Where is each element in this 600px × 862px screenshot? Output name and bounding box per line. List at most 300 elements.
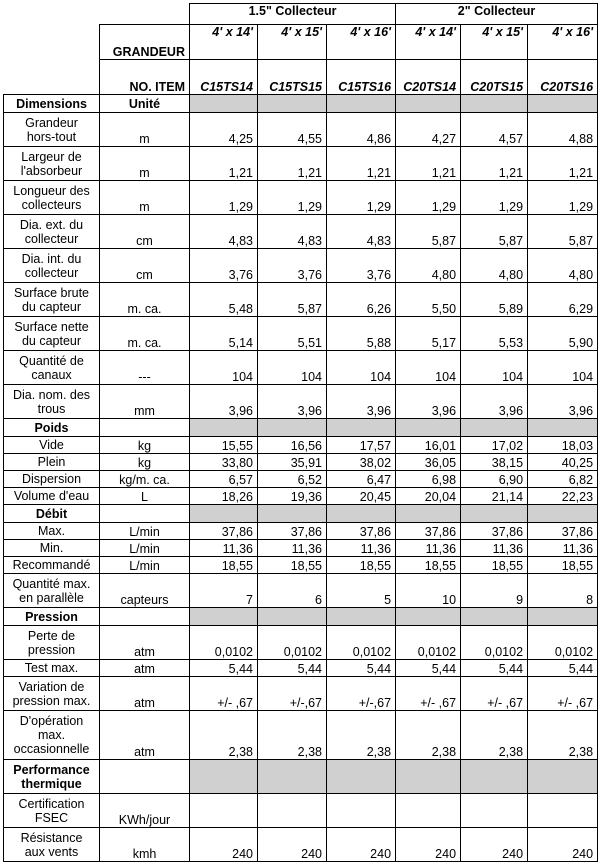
row-label-line: l'absorbeur bbox=[20, 163, 83, 178]
unit-cell: capteurs bbox=[100, 574, 190, 608]
grandeur-cell: 4' x 16' bbox=[327, 25, 396, 60]
value-cell: 1,29 bbox=[528, 181, 598, 215]
row-label bbox=[4, 437, 100, 454]
table-row bbox=[4, 677, 598, 711]
value-cell bbox=[461, 794, 528, 828]
table-row bbox=[4, 540, 598, 557]
grandeur-cell: 4' x 15' bbox=[258, 25, 327, 60]
table-row bbox=[4, 437, 598, 454]
value-cell: 5,87 bbox=[396, 215, 461, 249]
grandeur-cell: 4' x 14' bbox=[190, 25, 258, 60]
gray-cell bbox=[528, 95, 598, 113]
gray-cell bbox=[396, 95, 461, 113]
table-row bbox=[4, 471, 598, 488]
gray-cell bbox=[258, 95, 327, 113]
gray-cell bbox=[528, 608, 598, 626]
unit-cell: m bbox=[100, 181, 190, 215]
value-cell: 5,88 bbox=[327, 317, 396, 351]
row-label bbox=[4, 454, 100, 471]
row-label-line: aux vents bbox=[24, 844, 79, 859]
value-cell bbox=[258, 794, 327, 828]
row-label bbox=[4, 557, 100, 574]
group-header-1.5: 1.5" Collecteur bbox=[190, 4, 396, 25]
gray-cell bbox=[327, 419, 396, 437]
value-cell: 5,50 bbox=[396, 283, 461, 317]
value-cell: 4,57 bbox=[461, 113, 528, 147]
table-row bbox=[4, 660, 598, 677]
item-code: C15TS14 bbox=[190, 60, 258, 95]
value-cell: 37,86 bbox=[327, 523, 396, 540]
section-title: Performance thermique bbox=[4, 760, 100, 794]
unit-header bbox=[100, 760, 190, 794]
value-cell: 5,90 bbox=[528, 317, 598, 351]
table-row bbox=[4, 523, 598, 540]
row-label bbox=[4, 249, 100, 283]
row-label-line: en parallèle bbox=[19, 590, 84, 605]
row-label-line: Certification bbox=[18, 796, 85, 811]
row-label-line: hors-tout bbox=[26, 129, 77, 144]
row-label-line: trous bbox=[37, 401, 66, 416]
row-label bbox=[4, 711, 100, 760]
value-cell: 4,88 bbox=[528, 113, 598, 147]
value-cell: 6,82 bbox=[528, 471, 598, 488]
value-cell: 5,44 bbox=[190, 660, 258, 677]
value-cell bbox=[327, 794, 396, 828]
row-label bbox=[4, 283, 100, 317]
value-cell: 5,53 bbox=[461, 317, 528, 351]
value-cell: 6,47 bbox=[327, 471, 396, 488]
value-cell: 16,56 bbox=[258, 437, 327, 454]
unit-cell: kg bbox=[100, 454, 190, 471]
value-cell: 5,51 bbox=[258, 317, 327, 351]
table-row bbox=[4, 147, 598, 181]
value-cell: 9 bbox=[461, 574, 528, 608]
value-cell: 36,05 bbox=[396, 454, 461, 471]
value-cell: 4,83 bbox=[190, 215, 258, 249]
gray-cell bbox=[396, 608, 461, 626]
unit-cell: L/min bbox=[100, 523, 190, 540]
value-cell: 21,14 bbox=[461, 488, 528, 505]
group-header-2: 2" Collecteur bbox=[396, 4, 598, 25]
spec-table bbox=[3, 3, 598, 862]
section-header-row bbox=[4, 419, 598, 437]
gray-cell bbox=[258, 505, 327, 523]
value-cell: +/- ,67 bbox=[461, 677, 528, 711]
value-cell: 2,38 bbox=[327, 711, 396, 760]
value-cell: 2,38 bbox=[528, 711, 598, 760]
gray-cell bbox=[461, 505, 528, 523]
table-row bbox=[4, 828, 598, 862]
value-cell: 1,29 bbox=[190, 181, 258, 215]
value-cell: 2,38 bbox=[396, 711, 461, 760]
unit-cell: L/min bbox=[100, 557, 190, 574]
value-cell: 104 bbox=[461, 351, 528, 385]
value-cell: 4,25 bbox=[190, 113, 258, 147]
value-cell: 3,96 bbox=[327, 385, 396, 419]
value-cell: 2,38 bbox=[258, 711, 327, 760]
value-cell: 0,0102 bbox=[396, 626, 461, 660]
value-cell: 17,02 bbox=[461, 437, 528, 454]
value-cell: 5,87 bbox=[528, 215, 598, 249]
row-label bbox=[4, 574, 100, 608]
unit-cell: kmh bbox=[100, 828, 190, 862]
value-cell: 1,21 bbox=[528, 147, 598, 181]
row-label bbox=[4, 488, 100, 505]
section-header-row bbox=[4, 608, 598, 626]
value-cell: 6,26 bbox=[327, 283, 396, 317]
value-cell: 4,86 bbox=[327, 113, 396, 147]
row-label-line: Test max. bbox=[24, 661, 79, 675]
value-cell: 3,76 bbox=[327, 249, 396, 283]
value-cell: +/- ,67 bbox=[190, 677, 258, 711]
grandeur-label: GRANDEUR bbox=[100, 25, 190, 60]
value-cell: 1,21 bbox=[461, 147, 528, 181]
gray-cell bbox=[190, 419, 258, 437]
value-cell: 18,55 bbox=[190, 557, 258, 574]
unit-cell: L bbox=[100, 488, 190, 505]
row-label bbox=[4, 351, 100, 385]
value-cell: +/- ,67 bbox=[396, 677, 461, 711]
row-label-line: Grandeur bbox=[25, 115, 78, 130]
row-label-line: Dia. ext. du bbox=[19, 217, 84, 232]
value-cell: 18,55 bbox=[396, 557, 461, 574]
value-cell: 40,25 bbox=[528, 454, 598, 471]
value-cell: 4,83 bbox=[327, 215, 396, 249]
corner-cell bbox=[4, 60, 100, 95]
item-code: C15TS16 bbox=[327, 60, 396, 95]
row-label-line: Variation de bbox=[18, 679, 85, 694]
value-cell: 5,44 bbox=[327, 660, 396, 677]
value-cell: 5,87 bbox=[258, 283, 327, 317]
section-title: Poids bbox=[4, 419, 100, 437]
unit-cell: m. ca. bbox=[100, 283, 190, 317]
row-label bbox=[4, 317, 100, 351]
value-cell: 37,86 bbox=[190, 523, 258, 540]
gray-cell bbox=[461, 419, 528, 437]
value-cell: 104 bbox=[327, 351, 396, 385]
value-cell: 5,87 bbox=[461, 215, 528, 249]
value-cell: 19,36 bbox=[258, 488, 327, 505]
row-label-line: Surface brute bbox=[13, 285, 90, 300]
value-cell: 37,86 bbox=[528, 523, 598, 540]
unit-cell: kg/m. ca. bbox=[100, 471, 190, 488]
value-cell: 6,90 bbox=[461, 471, 528, 488]
row-label bbox=[4, 181, 100, 215]
table-row bbox=[4, 215, 598, 249]
value-cell: 18,55 bbox=[258, 557, 327, 574]
value-cell: 0,0102 bbox=[190, 626, 258, 660]
section-title: Dimensions bbox=[4, 95, 100, 113]
value-cell: 0,0102 bbox=[258, 626, 327, 660]
row-label-line: Perte de bbox=[27, 628, 76, 643]
value-cell: 37,86 bbox=[258, 523, 327, 540]
value-cell: 240 bbox=[461, 828, 528, 862]
value-cell: 37,86 bbox=[461, 523, 528, 540]
value-cell: 6 bbox=[258, 574, 327, 608]
table-row bbox=[4, 283, 598, 317]
value-cell: 5,17 bbox=[396, 317, 461, 351]
corner-cell bbox=[4, 4, 100, 25]
row-label bbox=[4, 523, 100, 540]
table-row bbox=[4, 626, 598, 660]
value-cell: 104 bbox=[528, 351, 598, 385]
value-cell: 18,03 bbox=[528, 437, 598, 454]
row-label-line: du capteur bbox=[21, 299, 82, 314]
row-label bbox=[4, 540, 100, 557]
gray-cell bbox=[190, 608, 258, 626]
value-cell bbox=[190, 794, 258, 828]
gray-cell bbox=[258, 419, 327, 437]
row-label-line: Résistance bbox=[20, 830, 83, 845]
unit-cell: --- bbox=[100, 351, 190, 385]
gray-cell bbox=[528, 760, 598, 794]
value-cell: 35,91 bbox=[258, 454, 327, 471]
row-label-line: du capteur bbox=[21, 333, 82, 348]
row-label-line: max. bbox=[37, 728, 66, 742]
item-code: C15TS15 bbox=[258, 60, 327, 95]
value-cell: 1,21 bbox=[396, 147, 461, 181]
gray-cell bbox=[461, 760, 528, 794]
value-cell: 5,14 bbox=[190, 317, 258, 351]
grandeur-cell: 4' x 16' bbox=[528, 25, 598, 60]
unit-cell: atm bbox=[100, 660, 190, 677]
value-cell: 11,36 bbox=[528, 540, 598, 557]
row-label bbox=[4, 626, 100, 660]
gray-cell bbox=[528, 419, 598, 437]
row-label-line: Surface nette bbox=[14, 319, 89, 334]
table-row bbox=[4, 113, 598, 147]
unit-cell: m. ca. bbox=[100, 317, 190, 351]
value-cell: 17,57 bbox=[327, 437, 396, 454]
row-label-line: Longueur des bbox=[13, 183, 90, 198]
value-cell: 11,36 bbox=[327, 540, 396, 557]
value-cell: 5,89 bbox=[461, 283, 528, 317]
corner-cell bbox=[100, 4, 190, 25]
unit-cell: atm bbox=[100, 711, 190, 760]
value-cell: 4,83 bbox=[258, 215, 327, 249]
gray-cell bbox=[190, 95, 258, 113]
value-cell: 33,80 bbox=[190, 454, 258, 471]
value-cell: 4,80 bbox=[396, 249, 461, 283]
unit-cell: mm bbox=[100, 385, 190, 419]
value-cell: 11,36 bbox=[258, 540, 327, 557]
row-label-line: Largeur de bbox=[21, 149, 82, 164]
value-cell: 1,29 bbox=[327, 181, 396, 215]
value-cell bbox=[528, 794, 598, 828]
value-cell: 20,45 bbox=[327, 488, 396, 505]
value-cell: 104 bbox=[258, 351, 327, 385]
unit-header bbox=[100, 419, 190, 437]
section-header-row bbox=[4, 760, 598, 794]
table-row bbox=[4, 249, 598, 283]
gray-cell bbox=[258, 760, 327, 794]
value-cell: 5,48 bbox=[190, 283, 258, 317]
value-cell: 10 bbox=[396, 574, 461, 608]
section-header-row bbox=[4, 505, 598, 523]
value-cell: 0,0102 bbox=[327, 626, 396, 660]
value-cell: 1,21 bbox=[190, 147, 258, 181]
unit-header: Unité bbox=[100, 95, 190, 113]
row-label-line: collecteurs bbox=[21, 197, 82, 212]
value-cell: +/-,67 bbox=[258, 677, 327, 711]
row-label bbox=[4, 677, 100, 711]
row-label bbox=[4, 828, 100, 862]
row-label-line: Min. bbox=[39, 541, 64, 555]
table-row bbox=[4, 488, 598, 505]
gray-cell bbox=[258, 608, 327, 626]
row-label-line: Plein bbox=[37, 455, 66, 469]
value-cell: 240 bbox=[396, 828, 461, 862]
value-cell: 2,38 bbox=[461, 711, 528, 760]
row-label-line: D'opération bbox=[19, 714, 84, 728]
value-cell: 38,15 bbox=[461, 454, 528, 471]
value-cell: 3,96 bbox=[190, 385, 258, 419]
value-cell: 20,04 bbox=[396, 488, 461, 505]
unit-cell: L/min bbox=[100, 540, 190, 557]
unit-cell: atm bbox=[100, 677, 190, 711]
value-cell: 1,29 bbox=[396, 181, 461, 215]
value-cell: 5 bbox=[327, 574, 396, 608]
table-row bbox=[4, 181, 598, 215]
row-label-line: Dia. nom. des bbox=[12, 387, 91, 402]
value-cell: 3,96 bbox=[461, 385, 528, 419]
gray-cell bbox=[327, 608, 396, 626]
value-cell: 7 bbox=[190, 574, 258, 608]
row-label-line: Volume d'eau bbox=[13, 489, 90, 503]
value-cell: 5,44 bbox=[396, 660, 461, 677]
value-cell: 5,44 bbox=[461, 660, 528, 677]
value-cell: 0,0102 bbox=[461, 626, 528, 660]
table-row bbox=[4, 351, 598, 385]
table-row bbox=[4, 317, 598, 351]
value-cell: 15,55 bbox=[190, 437, 258, 454]
grandeur-cell: 4' x 15' bbox=[461, 25, 528, 60]
item-label: NO. ITEM bbox=[100, 60, 190, 95]
row-label bbox=[4, 471, 100, 488]
value-cell: 2,38 bbox=[190, 711, 258, 760]
gray-cell bbox=[327, 95, 396, 113]
gray-cell bbox=[396, 505, 461, 523]
value-cell: 104 bbox=[190, 351, 258, 385]
value-cell: 37,86 bbox=[396, 523, 461, 540]
value-cell: 6,29 bbox=[528, 283, 598, 317]
value-cell: 5,44 bbox=[258, 660, 327, 677]
table-row bbox=[4, 794, 598, 828]
table-row bbox=[4, 454, 598, 471]
table-row bbox=[4, 711, 598, 760]
value-cell: 240 bbox=[528, 828, 598, 862]
row-label-line: Dispersion bbox=[21, 472, 82, 486]
gray-cell bbox=[461, 608, 528, 626]
row-label bbox=[4, 660, 100, 677]
value-cell: 0,0102 bbox=[528, 626, 598, 660]
row-label-line: collecteur bbox=[24, 231, 79, 246]
row-label-line: collecteur bbox=[24, 265, 79, 280]
row-label bbox=[4, 385, 100, 419]
value-cell: 18,55 bbox=[327, 557, 396, 574]
row-label-line: occasionnelle bbox=[13, 742, 90, 756]
value-cell: +/- ,67 bbox=[528, 677, 598, 711]
value-cell: 1,29 bbox=[461, 181, 528, 215]
value-cell: 16,01 bbox=[396, 437, 461, 454]
gray-cell bbox=[327, 760, 396, 794]
gray-cell bbox=[190, 760, 258, 794]
gray-cell bbox=[461, 95, 528, 113]
value-cell: 3,96 bbox=[258, 385, 327, 419]
unit-cell: cm bbox=[100, 249, 190, 283]
value-cell: 1,21 bbox=[327, 147, 396, 181]
row-label-line: Quantité de bbox=[19, 353, 84, 368]
unit-header bbox=[100, 608, 190, 626]
gray-cell bbox=[528, 505, 598, 523]
section-title: Débit bbox=[4, 505, 100, 523]
row-label-line: Recommandé bbox=[12, 558, 91, 572]
table-row bbox=[4, 385, 598, 419]
value-cell: 3,96 bbox=[396, 385, 461, 419]
value-cell: 18,55 bbox=[461, 557, 528, 574]
item-code: C20TS15 bbox=[461, 60, 528, 95]
gray-cell bbox=[396, 760, 461, 794]
row-label-line: Quantité max. bbox=[12, 576, 91, 591]
value-cell: 240 bbox=[327, 828, 396, 862]
unit-cell: atm bbox=[100, 626, 190, 660]
value-cell: 3,76 bbox=[258, 249, 327, 283]
value-cell: 22,23 bbox=[528, 488, 598, 505]
value-cell: 6,52 bbox=[258, 471, 327, 488]
value-cell: 1,29 bbox=[258, 181, 327, 215]
value-cell: 4,80 bbox=[528, 249, 598, 283]
section-header-row bbox=[4, 95, 598, 113]
value-cell: 11,36 bbox=[396, 540, 461, 557]
row-label-line: Vide bbox=[39, 438, 64, 452]
value-cell: 240 bbox=[190, 828, 258, 862]
value-cell: 3,76 bbox=[190, 249, 258, 283]
value-cell: 38,02 bbox=[327, 454, 396, 471]
value-cell: 4,55 bbox=[258, 113, 327, 147]
unit-cell: m bbox=[100, 113, 190, 147]
value-cell: 8 bbox=[528, 574, 598, 608]
value-cell: +/-,67 bbox=[327, 677, 396, 711]
unit-cell: kg bbox=[100, 437, 190, 454]
item-code: C20TS14 bbox=[396, 60, 461, 95]
row-label-line: pression bbox=[27, 642, 76, 657]
row-label-line: Max. bbox=[37, 524, 66, 538]
unit-cell: cm bbox=[100, 215, 190, 249]
row-label bbox=[4, 794, 100, 828]
value-cell: 11,36 bbox=[190, 540, 258, 557]
unit-cell: KWh/jour bbox=[100, 794, 190, 828]
unit-header bbox=[100, 505, 190, 523]
row-label-line: Dia. int. du bbox=[21, 251, 82, 266]
section-title: Pression bbox=[4, 608, 100, 626]
value-cell: 6,98 bbox=[396, 471, 461, 488]
gray-cell bbox=[190, 505, 258, 523]
row-label-line: canaux bbox=[31, 367, 72, 382]
value-cell: 4,80 bbox=[461, 249, 528, 283]
value-cell: 3,96 bbox=[528, 385, 598, 419]
table-row bbox=[4, 557, 598, 574]
value-cell: 104 bbox=[396, 351, 461, 385]
row-label bbox=[4, 215, 100, 249]
row-label-line: pression max. bbox=[12, 693, 91, 708]
value-cell: 4,27 bbox=[396, 113, 461, 147]
item-code: C20TS16 bbox=[528, 60, 598, 95]
grandeur-cell: 4' x 14' bbox=[396, 25, 461, 60]
gray-cell bbox=[327, 505, 396, 523]
unit-cell: m bbox=[100, 147, 190, 181]
gray-cell bbox=[396, 419, 461, 437]
value-cell bbox=[396, 794, 461, 828]
